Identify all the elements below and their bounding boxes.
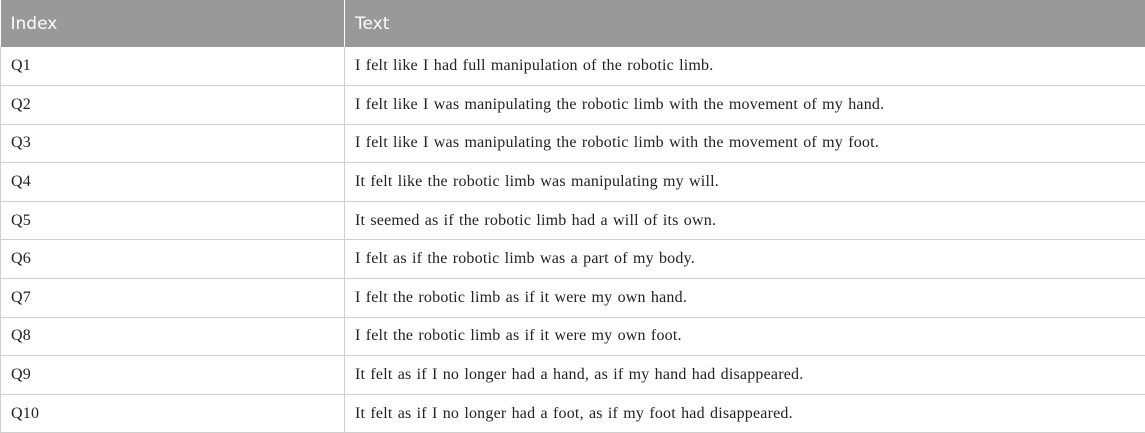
column-header-text: Text [345, 0, 1145, 47]
table-row [1, 86, 1145, 125]
cell-index: Q9 [1, 356, 345, 395]
cell-index: Q10 [1, 394, 345, 433]
cell-index: Q1 [1, 47, 345, 86]
table-header [1, 0, 1145, 47]
table-body [1, 47, 1145, 433]
cell-index: Q2 [1, 86, 345, 125]
cell-text: I felt the robotic limb as if it were my own hand. [345, 279, 1145, 318]
cell-text: It seemed as if the robotic limb had a will of its own. [345, 201, 1145, 240]
cell-text: I felt like I had full manipulation of the robotic limb. [345, 47, 1145, 86]
header-row [1, 0, 1145, 47]
cell-index: Q7 [1, 279, 345, 318]
table-row [1, 201, 1145, 240]
cell-text: It felt as if I no longer had a foot, as if my foot had disappeared. [345, 394, 1145, 433]
cell-text: It felt like the robotic limb was manipulating my will. [345, 163, 1145, 202]
table-row [1, 356, 1145, 395]
table-row [1, 317, 1145, 356]
table-row [1, 124, 1145, 163]
cell-index: Q3 [1, 124, 345, 163]
table-row [1, 47, 1145, 86]
cell-index: Q6 [1, 240, 345, 279]
cell-text: I felt like I was manipulating the robotic limb with the movement of my foot. [345, 124, 1145, 163]
cell-index: Q8 [1, 317, 345, 356]
column-header-index: Index [1, 0, 345, 47]
cell-text: It felt as if I no longer had a hand, as if my hand had disappeared. [345, 356, 1145, 395]
table-row [1, 163, 1145, 202]
cell-index: Q4 [1, 163, 345, 202]
cell-text: I felt the robotic limb as if it were my own foot. [345, 317, 1145, 356]
table-row [1, 394, 1145, 433]
cell-index: Q5 [1, 201, 345, 240]
table-row [1, 240, 1145, 279]
table-row [1, 279, 1145, 318]
cell-text: I felt like I was manipulating the robotic limb with the movement of my hand. [345, 86, 1145, 125]
cell-text: I felt as if the robotic limb was a part of my body. [345, 240, 1145, 279]
